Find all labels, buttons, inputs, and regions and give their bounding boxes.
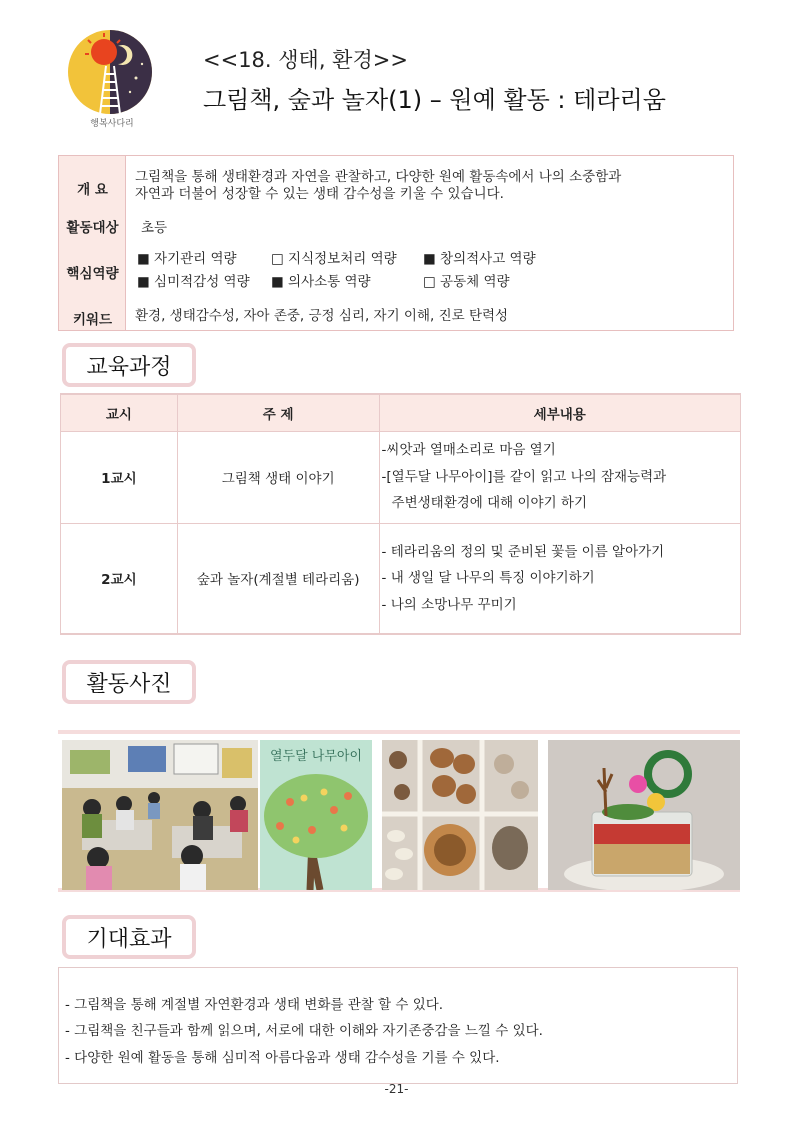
expected-effects-box [58, 967, 738, 1084]
curriculum-table [60, 393, 741, 635]
terrarium-photo [548, 740, 740, 890]
column-header-details: 세부내용 [379, 394, 740, 431]
page-title: 그림책, 숲과 놀자(1) – 원예 활동 : 테라리움 [203, 86, 666, 114]
competency-item: □ 공동체 역량 [423, 274, 510, 290]
table-header-row [61, 394, 741, 431]
detail-line: - 내 생일 달 나무의 특징 이야기하기 [381, 570, 595, 586]
overview-text-line: 자연과 더불어 성장할 수 있는 생태 감수성을 키울 수 있습니다. [135, 186, 504, 202]
classroom-photo [62, 740, 258, 890]
detail-line: -씨앗과 열매소리로 마음 열기 [381, 442, 556, 459]
overview-text-line: 그림책을 통해 생태환경과 자연을 관찰하고, 다양한 원예 활동속에서 나의 소중함과 [135, 169, 622, 185]
period-cell: 2교시 [61, 523, 178, 634]
detail-line: - 나의 소망나무 꾸미기 [381, 596, 517, 613]
page-number: -21- [384, 1082, 409, 1096]
keyword-value: 환경, 생태감수성, 자아 존중, 긍정 심리, 자기 이해, 진로 탄력성 [135, 308, 509, 324]
competency-item: □ 지식정보처리 역량 [271, 251, 397, 267]
details-cell [379, 431, 740, 523]
competency-label: 핵심역량 [66, 266, 119, 282]
column-header-topic: 주 제 [177, 394, 379, 431]
effect-line: - 그림책을 친구들과 함께 읽으며, 서로에 대한 이해와 자기존중감을 느낄 수 있다. [65, 1023, 543, 1039]
topic-cell: 숲과 놀자(계절별 테라리움) [177, 523, 379, 634]
curriculum-tab: 교육과정 [62, 343, 196, 387]
competency-item: ■ 심미적감성 역량 [137, 274, 250, 290]
effect-line: - 그림책을 통해 계절별 자연환경과 생태 변화를 관찰 할 수 있다. [65, 997, 444, 1013]
photos-tab: 활동사진 [62, 660, 196, 704]
overview-box [58, 155, 734, 331]
competency-item: ■ 자기관리 역량 [137, 251, 237, 267]
section-title: <<18. 생태, 환경>> [203, 48, 408, 72]
keyword-label: 키워드 [72, 312, 113, 328]
details-cell [379, 523, 740, 634]
topic-cell: 그림책 생태 이야기 [177, 431, 379, 523]
period-cell: 1교시 [61, 431, 178, 523]
detail-line: - 테라리움의 정의 및 준비된 꽃들 이름 알아가기 [381, 543, 665, 560]
effects-tab: 기대효과 [62, 915, 196, 959]
column-header-period: 교시 [61, 394, 178, 431]
target-value: 초등 [141, 220, 168, 236]
detail-line: 주변생태환경에 대해 이야기 하기 [391, 495, 587, 512]
competency-item: ■ 의사소통 역량 [271, 274, 371, 290]
happy-ladder-logo [66, 28, 158, 128]
overview-label: 개 요 [77, 182, 108, 198]
detail-line: -[열두달 나무아이]를 같이 읽고 나의 잠재능력과 [381, 468, 667, 485]
table-row [61, 431, 741, 523]
competency-item: ■ 창의적사고 역량 [423, 251, 536, 267]
table-row [61, 523, 741, 634]
activity-photos-strip [58, 730, 740, 892]
effect-line: - 다양한 원예 활동을 통해 심미적 아름다움과 생태 감수성을 기를 수 있다. [65, 1050, 500, 1066]
picture-book-cover-photo [260, 740, 372, 890]
logo-text: 행복사다리 [90, 119, 134, 128]
seeds-photo [382, 740, 538, 890]
target-label: 활동대상 [66, 220, 119, 236]
book-title-text: 열두달 나무아이 [269, 749, 363, 764]
